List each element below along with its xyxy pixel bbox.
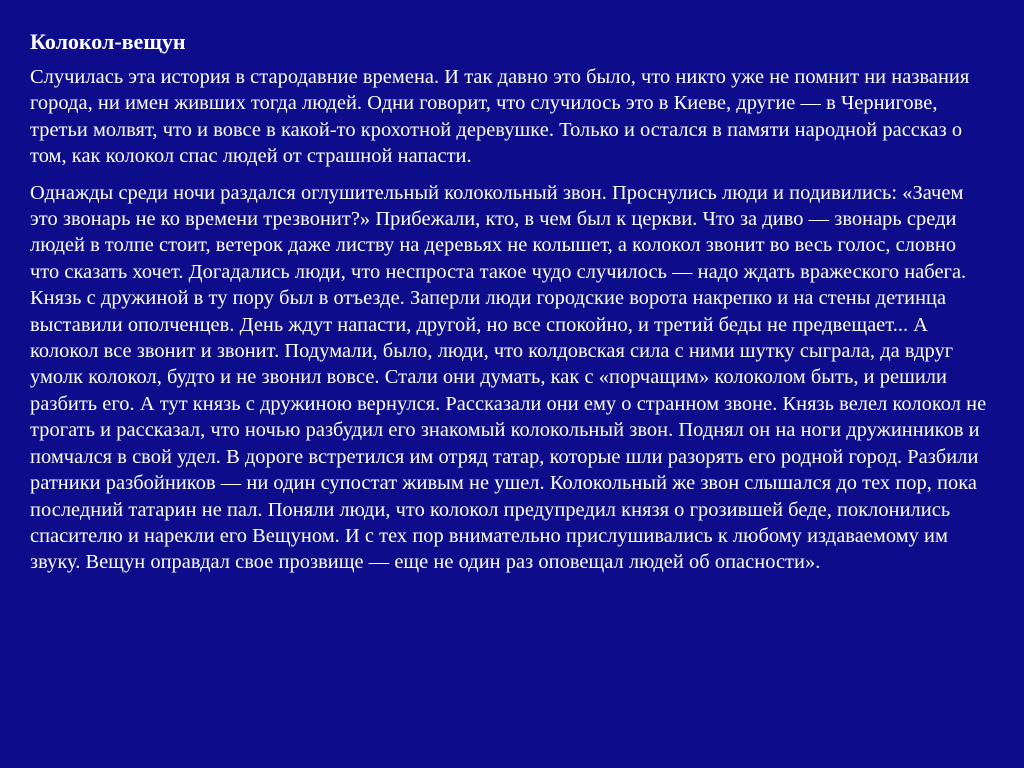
slide-title: Колокол-вещун [30,29,186,54]
paragraph-story: Однажды среди ночи раздался оглушительный колокольный звон. Проснулись люди и подивились: «Зачем это звонарь не ко времени трезвонит?» Прибежали, кто, в чем был к церкви. Что за диво — звонарь среди людей в толпе стоит, ветерок даже листву на деревьях не колышет, а колокол звонит во весь голос, словно что сказать хочет. Догадались люди, что неспроста такое чудо случилось — надо ждать вражеского набега. Князь с дружиной в ту пору был в отъезде. Заперли люди городские ворота накрепко и на стены детинца выставили ополченцев. День ждут напасти, другой, но все спокойно, и третий беды не предвещает... А колокол все звонит и звонит. Подумали, было, люди, что колдовская сила с ними шутку сыграла, да вдруг умолк колокол, будто и не звонил вовсе. Стали они думать, как с «порчащим» колоколом быть, и решили разбить его. А тут князь с дружиною вернулся. Рассказали они ему о странном звоне. Князь велел колокол не трогать и рассказал, что ночью разбудил его знакомый колокольный звон. Поднял он на ноги дружинников и помчался в свой удел. В дороге встретился им отряд татар, которые шли разорять его родной город. Разбили ратники разбойников — ни один супостат живым не ушел. Колокольный же звон слышался до тех пор, пока последний татарин не пал. Поняли люди, что колокол предупредил князя о грозившей беде, поклонились спасителю и нарекли его Вещуном. И с тех пор внимательно прислушивались к любому издаваемому им звуку. Вещун оправдал свое прозвище — еще не один раз оповещал людей об опасности». [30,181,987,574]
paragraph-intro: Случилась эта история в стародавние времена. И так давно это было, что никто уже не помнит ни названия города, ни имен живших тогда людей. Одни говорит, что случилось это в Киеве, другие — в Чернигове, третьи молвят, что и вовсе в какой-то крохотной деревушке. Только и остался в памяти народной рассказ о том, как колокол спас людей от страшной напасти. [30,66,970,168]
